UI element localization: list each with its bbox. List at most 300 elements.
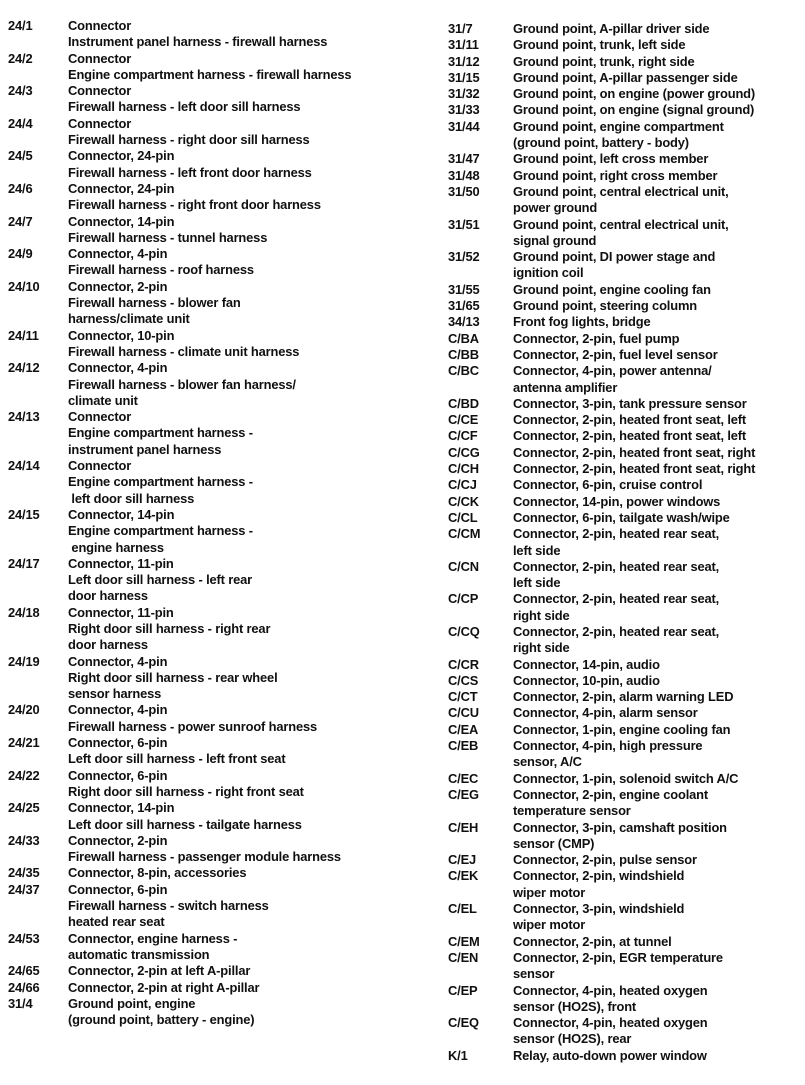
component-description [513, 461, 804, 477]
description-line: door harness [68, 637, 148, 653]
component-code: C/CM [448, 526, 481, 542]
legend-entry [8, 654, 408, 703]
description-line: Connector, 4-pin, heated oxygen [513, 1015, 708, 1031]
component-description [513, 184, 804, 217]
component-description [513, 624, 804, 657]
description-line: Connector, 14-pin, audio [513, 656, 660, 672]
component-code: 24/35 [8, 865, 40, 881]
description-line: Connector, 14-pin, power windows [513, 493, 721, 509]
legend-entry [8, 507, 408, 556]
description-line: Connector, 6-pin, cruise control [513, 477, 703, 493]
legend-entry [8, 768, 408, 801]
component-description [513, 934, 804, 950]
legend-entry [8, 181, 408, 214]
component-description [68, 409, 408, 458]
legend-entry [448, 771, 804, 787]
description-line: Ground point, DI power stage and [513, 249, 716, 265]
component-description [68, 882, 408, 931]
description-line: sensor (CMP) [513, 835, 595, 851]
component-code: C/BA [448, 330, 479, 346]
description-line: sensor, A/C [513, 754, 582, 770]
description-line: Connector, 24-pin [68, 148, 175, 164]
legend-entry [448, 787, 804, 820]
component-description [68, 865, 408, 881]
legend-entry [448, 559, 804, 592]
component-description [513, 86, 804, 102]
component-code: 31/7 [448, 21, 473, 36]
component-code: 24/12 [8, 360, 40, 376]
component-description [68, 181, 408, 214]
legend-entry [8, 865, 408, 881]
component-code: C/CH [448, 461, 479, 477]
component-code: 31/15 [448, 69, 480, 85]
description-line: Ground point, central electrical unit, [513, 216, 729, 232]
component-description [513, 591, 804, 624]
component-description [513, 901, 804, 934]
component-code: 24/14 [8, 458, 40, 474]
component-code: C/CP [448, 591, 479, 607]
component-code: C/CG [448, 444, 480, 460]
description-line: sensor (HO2S), front [513, 998, 637, 1014]
component-code: 24/25 [8, 800, 40, 816]
description-line: Firewall harness - passenger module harness [68, 849, 341, 865]
description-line: engine harness [68, 539, 164, 555]
component-description [513, 494, 804, 510]
legend-column-left [8, 18, 408, 1028]
description-line: left side [513, 542, 561, 558]
legend-entry [448, 37, 804, 53]
description-line: Connector, 2-pin, heated front seat, right [513, 461, 756, 477]
legend-entry [8, 931, 408, 964]
component-code: 24/1 [8, 18, 33, 33]
description-line: Right door sill harness - right front seat [68, 783, 304, 799]
component-description [68, 360, 408, 409]
description-line: Left door sill harness - left rear [68, 572, 253, 588]
component-description [68, 556, 408, 605]
description-line: Connector, 2-pin, at tunnel [513, 933, 672, 949]
description-line: Connector, 2-pin, pulse sensor [513, 852, 697, 868]
legend-entry [8, 963, 408, 979]
legend-entry [448, 1015, 804, 1048]
description-line: Connector, 4-pin [68, 653, 168, 669]
legend-entry [8, 360, 408, 409]
description-line: wiper motor [513, 884, 586, 900]
component-code: C/CR [448, 656, 479, 672]
legend-entry [448, 86, 804, 102]
component-description [513, 249, 804, 282]
component-code: C/CQ [448, 623, 480, 639]
component-code: C/EL [448, 901, 477, 917]
legend-entry [448, 412, 804, 428]
description-line: Connector, 2-pin, heated rear seat, [513, 623, 720, 639]
legend-entry [8, 882, 408, 931]
component-description [68, 833, 408, 866]
description-line: Right door sill harness - rear wheel [68, 669, 278, 685]
description-line: power ground [513, 200, 598, 216]
legend-entry [448, 119, 804, 152]
component-code: C/CK [448, 493, 479, 509]
legend-entry [448, 217, 804, 250]
legend-entry [448, 151, 804, 167]
description-line: Connector, 2-pin at right A-pillar [68, 979, 260, 995]
component-description [513, 282, 804, 298]
component-code: 31/52 [448, 249, 480, 265]
component-description [68, 996, 408, 1029]
description-line: climate unit [68, 392, 138, 408]
description-line: Ground point, trunk, left side [513, 37, 686, 53]
description-line: Left door sill harness - tailgate harness [68, 816, 302, 832]
component-code: 24/66 [8, 979, 40, 995]
description-line: Connector, 2-pin, heated front seat, left [513, 412, 747, 428]
description-line: Connector, 11-pin [68, 604, 174, 620]
description-line: Firewall harness - blower fan harness/ [68, 376, 296, 392]
description-line: left door sill harness [68, 490, 195, 506]
legend-entry [448, 738, 804, 771]
legend-entry [8, 279, 408, 328]
component-description [513, 868, 804, 901]
legend-entry [448, 54, 804, 70]
component-code: 31/55 [448, 281, 480, 297]
legend-entry [8, 605, 408, 654]
description-line: (ground point, battery - engine) [68, 1012, 255, 1028]
description-line: (ground point, battery - body) [513, 135, 689, 151]
component-code: 24/11 [8, 327, 39, 343]
legend-entry [448, 901, 804, 934]
description-line: Connector, 2-pin, EGR temperature [513, 949, 723, 965]
description-line: Connector, 6-pin, tailgate wash/wipe [513, 509, 730, 525]
component-description [513, 559, 804, 592]
component-code: C/CT [448, 689, 478, 705]
legend-entry [448, 331, 804, 347]
component-code: C/EB [448, 738, 479, 754]
legend-entry [448, 591, 804, 624]
component-code: 24/2 [8, 50, 33, 66]
description-line: Connector, 10-pin [68, 327, 175, 343]
component-code: C/CU [448, 705, 479, 721]
description-line: Engine compartment harness - [68, 425, 253, 441]
component-description [68, 328, 408, 361]
component-code: 31/11 [448, 37, 479, 53]
component-description [513, 298, 804, 314]
description-line: Connector [68, 18, 132, 33]
legend-entry [448, 673, 804, 689]
component-description [513, 21, 804, 37]
component-code: 24/21 [8, 735, 40, 751]
component-description [68, 279, 408, 328]
component-code: 24/22 [8, 767, 40, 783]
component-code: 24/37 [8, 881, 40, 897]
description-line: Firewall harness - switch harness [68, 898, 269, 914]
component-code: 24/15 [8, 506, 40, 522]
description-line: Connector, 2-pin, heated rear seat, [513, 526, 720, 542]
description-line: right side [513, 607, 570, 623]
component-code: 24/18 [8, 604, 40, 620]
legend-entry [8, 556, 408, 605]
description-line: Left door sill harness - left front seat [68, 751, 286, 767]
description-line: Connector, 1-pin, engine cooling fan [513, 721, 731, 737]
component-description [68, 980, 408, 996]
legend-entry [8, 980, 408, 996]
description-line: Ground point, on engine (power ground) [513, 86, 756, 102]
component-description [513, 217, 804, 250]
component-description [68, 507, 408, 556]
legend-entry [448, 70, 804, 86]
description-line: Ground point, A-pillar driver side [513, 21, 710, 36]
component-description [513, 689, 804, 705]
legend-entry [448, 689, 804, 705]
description-line: Ground point, left cross member [513, 151, 709, 167]
component-code: 24/7 [8, 213, 33, 229]
description-line: Right door sill harness - right rear [68, 620, 271, 636]
component-code: C/EG [448, 786, 479, 802]
legend-entry [448, 820, 804, 853]
legend-entry [8, 409, 408, 458]
component-description [68, 702, 408, 735]
component-description [68, 458, 408, 507]
legend-entry [448, 722, 804, 738]
description-line: automatic transmission [68, 946, 210, 962]
component-code: C/EK [448, 868, 479, 884]
component-code: C/EH [448, 819, 479, 835]
description-line: Connector [68, 50, 132, 66]
component-code: 31/12 [448, 53, 480, 69]
description-line: Connector, 2-pin, fuel level sensor [513, 346, 718, 362]
description-line: right side [513, 640, 570, 656]
component-code: 24/10 [8, 278, 40, 294]
component-description [513, 1048, 804, 1064]
description-line: Firewall harness - blower fan [68, 295, 241, 311]
legend-entry [448, 983, 804, 1016]
legend-entry [448, 282, 804, 298]
component-code: 24/17 [8, 555, 40, 571]
legend-column-right [448, 21, 804, 1064]
description-line: Connector, 1-pin, solenoid switch A/C [513, 770, 739, 786]
legend-entry [8, 116, 408, 149]
component-description [68, 116, 408, 149]
legend-entry [448, 868, 804, 901]
component-description [513, 657, 804, 673]
description-line: Connector, 6-pin [68, 735, 168, 751]
legend-entry [448, 494, 804, 510]
legend-entry [448, 428, 804, 444]
component-description [513, 331, 804, 347]
component-code: 24/53 [8, 930, 40, 946]
description-line: Connector, 4-pin [68, 360, 168, 376]
component-description [513, 673, 804, 689]
legend-entry [448, 168, 804, 184]
component-description [68, 51, 408, 84]
description-line: Connector, 14-pin [68, 506, 175, 522]
description-line: Firewall harness - left door sill harness [68, 99, 301, 115]
component-description [513, 983, 804, 1016]
description-line: Firewall harness - climate unit harness [68, 343, 300, 359]
component-code: C/CN [448, 558, 479, 574]
legend-entry [448, 657, 804, 673]
description-line: Connector [68, 458, 132, 474]
description-line: Connector, 2-pin [68, 832, 168, 848]
description-line: Connector, 4-pin [68, 702, 168, 718]
component-code: 31/48 [448, 167, 480, 183]
component-description [513, 820, 804, 853]
description-line: Connector, 4-pin, power antenna/ [513, 363, 712, 379]
component-code: C/EC [448, 770, 479, 786]
description-line: Connector [68, 83, 132, 99]
component-code: C/CL [448, 509, 478, 525]
description-line: Connector, 10-pin, audio [513, 672, 660, 688]
legend-entry [448, 852, 804, 868]
description-line: Ground point, central electrical unit, [513, 183, 729, 199]
legend-entry [8, 83, 408, 116]
component-description [68, 931, 408, 964]
description-line: Connector, 3-pin, camshaft position [513, 819, 727, 835]
legend-entry [448, 102, 804, 118]
component-code: 31/47 [448, 151, 480, 167]
component-description [513, 314, 804, 330]
component-description [68, 246, 408, 279]
component-description [68, 214, 408, 247]
legend-entry [8, 702, 408, 735]
description-line: Connector, 4-pin [68, 246, 168, 262]
component-description [513, 1015, 804, 1048]
description-line: Connector [68, 409, 132, 425]
component-description [513, 54, 804, 70]
description-line: Connector, 8-pin, accessories [68, 865, 247, 881]
component-code: 24/19 [8, 653, 40, 669]
component-description [68, 768, 408, 801]
component-code: C/CJ [448, 477, 477, 493]
legend-entry [448, 314, 804, 330]
description-line: Connector, 2-pin, alarm warning LED [513, 689, 734, 705]
legend-entry [448, 396, 804, 412]
component-description [68, 148, 408, 181]
legend-entry [448, 363, 804, 396]
description-line: Ground point, engine compartment [513, 118, 724, 134]
component-description [513, 852, 804, 868]
legend-entry [448, 526, 804, 559]
component-description [68, 605, 408, 654]
description-line: Connector, 2-pin, heated front seat, left [513, 428, 747, 444]
description-line: Ground point, right cross member [513, 167, 718, 183]
description-line: Ground point, on engine (signal ground) [513, 102, 755, 118]
component-code: C/BC [448, 363, 479, 379]
legend-entry [448, 510, 804, 526]
description-line: Connector, 2-pin, engine coolant [513, 786, 709, 802]
component-description [513, 412, 804, 428]
description-line: Connector, 3-pin, windshield [513, 901, 685, 917]
legend-entry [8, 800, 408, 833]
component-code: C/CF [448, 428, 478, 444]
component-description [513, 950, 804, 983]
legend-entry [8, 328, 408, 361]
legend-entry [448, 461, 804, 477]
description-line: Connector, 4-pin, high pressure [513, 738, 703, 754]
description-line: harness/climate unit [68, 311, 190, 327]
legend-entry [8, 246, 408, 279]
component-description [513, 396, 804, 412]
component-code: 31/50 [448, 183, 480, 199]
description-line: Connector, 2-pin at left A-pillar [68, 963, 251, 979]
legend-entry [448, 347, 804, 363]
description-line: Ground point, trunk, right side [513, 53, 695, 69]
component-description [513, 771, 804, 787]
legend-entry [448, 934, 804, 950]
description-line: Connector, 2-pin [68, 278, 168, 294]
component-code: 24/9 [8, 246, 33, 262]
description-line: Instrument panel harness - firewall harness [68, 34, 328, 50]
description-line: Firewall harness - right front door harness [68, 197, 321, 213]
component-code: C/EQ [448, 1015, 479, 1031]
description-line: Connector, 2-pin, windshield [513, 868, 685, 884]
description-line: Connector, engine harness - [68, 930, 238, 946]
component-code: 24/20 [8, 702, 40, 718]
description-line: wiper motor [513, 917, 586, 933]
description-line: instrument panel harness [68, 441, 222, 457]
description-line: Ground point, A-pillar passenger side [513, 69, 738, 85]
legend-entry [448, 445, 804, 461]
description-line: temperature sensor [513, 803, 631, 819]
legend-entry [448, 21, 804, 37]
description-line: Firewall harness - tunnel harness [68, 229, 268, 245]
legend-entry [448, 950, 804, 983]
component-description [513, 477, 804, 493]
description-line: Connector, 14-pin [68, 213, 175, 229]
component-description [513, 151, 804, 167]
component-code: 24/13 [8, 409, 40, 425]
component-description [513, 510, 804, 526]
description-line: Firewall harness - right door sill harness [68, 132, 310, 148]
description-line: sensor [513, 966, 555, 982]
description-line: sensor (HO2S), rear [513, 1031, 632, 1047]
component-description [513, 102, 804, 118]
component-code: 24/3 [8, 83, 33, 99]
legend-entry [448, 1048, 804, 1064]
component-code: 31/4 [8, 995, 33, 1011]
legend-entry [8, 214, 408, 247]
component-code: 24/5 [8, 148, 33, 164]
component-description [513, 705, 804, 721]
description-line: heated rear seat [68, 914, 165, 930]
component-description [513, 168, 804, 184]
component-code: 24/65 [8, 963, 40, 979]
legend-entry [8, 833, 408, 866]
component-code: K/1 [448, 1047, 468, 1063]
component-description [513, 119, 804, 152]
component-description [513, 722, 804, 738]
legend-entry [8, 458, 408, 507]
component-description [513, 787, 804, 820]
description-line: signal ground [513, 232, 597, 248]
component-code: 31/51 [448, 216, 480, 232]
component-description [513, 526, 804, 559]
description-line: Connector, 2-pin, fuel pump [513, 330, 680, 346]
description-line: sensor harness [68, 686, 162, 702]
legend-entry [448, 298, 804, 314]
description-line: Connector, 3-pin, tank pressure sensor [513, 395, 747, 411]
description-line: Connector, 6-pin [68, 881, 168, 897]
component-code: C/EA [448, 721, 479, 737]
description-line: antenna amplifier [513, 379, 618, 395]
description-line: Relay, auto-down power window [513, 1047, 707, 1063]
component-code: C/CS [448, 672, 479, 688]
component-description [513, 738, 804, 771]
legend-entry [8, 18, 408, 51]
description-line: Ground point, engine [68, 995, 196, 1011]
description-line: Connector, 4-pin, alarm sensor [513, 705, 698, 721]
component-description [513, 363, 804, 396]
legend-entry [448, 705, 804, 721]
component-code: C/BB [448, 346, 479, 362]
component-code: C/CE [448, 412, 479, 428]
